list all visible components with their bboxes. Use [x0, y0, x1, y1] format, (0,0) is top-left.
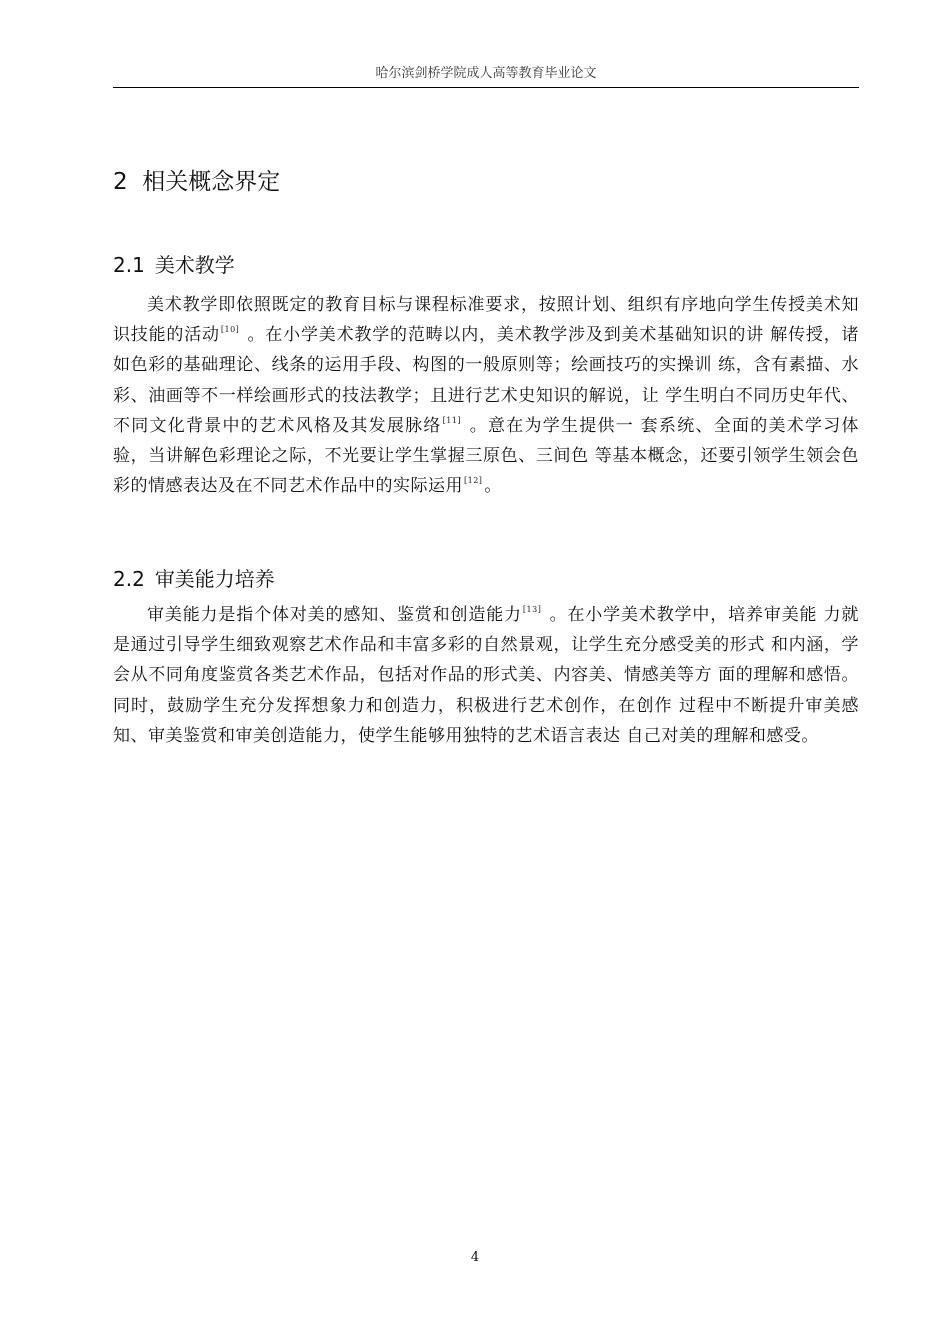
paragraph-text: 。在小学美术教学的范畴以内，美术教学涉及到美术基础知识的讲 解传授，诸如色彩的基础理论、线条的运用手段、构图的一般原则等；绘画技巧的实操训 练，含有素描、水彩、油画等不一样绘画形式的技法教学；且进行艺术史知识的解说，让 学生明白不同历史年代、不同文化背景中的艺术风格及其发展脉络	[113, 325, 860, 436]
chapter-number: 2	[113, 169, 128, 195]
chapter-title-text: 相关概念界定	[142, 169, 281, 195]
citation-10: [10]	[220, 325, 240, 335]
chapter-title	[113, 163, 280, 196]
paragraph-text: 。在小学美术教学中，培养审美能 力就是通过引导学生细致观察艺术作品和丰富多彩的自然景观，让学生充分感受美的形式 和内涵，学会从不同角度鉴赏各类艺术作品，包括对作品的形式美、内容美、情感美等方 面的理解和感悟。同时，鼓励学生充分发挥想象力和创造力，积极进行艺术创作，在创作 过程中不断提升审美感知、审美鉴赏和审美创造能力，使学生能够用独特的艺术语言表达 自己对美的理解和感受。	[113, 605, 860, 746]
section-title-text: 美术教学	[154, 253, 235, 277]
citation-12: [12]	[464, 476, 483, 486]
section-heading-2-2	[113, 563, 275, 592]
paragraph-text: 美术教学即依照既定的教育目标与课程标准要求，按照计划、组织有序地向学生传授美术知识技能的活动	[113, 295, 859, 346]
paragraph-text: 。	[484, 476, 502, 497]
section-number: 2.2	[113, 567, 145, 591]
paragraph-art-teaching	[113, 290, 859, 501]
citation-11: [11]	[442, 415, 462, 425]
header-rule	[113, 87, 859, 88]
page-number: 4	[470, 1250, 480, 1265]
section-number: 2.1	[113, 253, 145, 277]
paragraph-aesthetic-ability	[113, 600, 859, 751]
running-header: 哈尔滨剑桥学院成人高等教育毕业论文	[375, 66, 597, 81]
paragraph-text: 。意在为学生提供一 套系统、全面的美术学习体验，当讲解色彩理论之际，不光要让学生掌握三原色、三间色 等基本概念，还要引领学生领会色彩的情感表达及在不同艺术作品中的实际运用	[113, 415, 859, 497]
citation-13: [13]	[522, 605, 542, 614]
section-title-text: 审美能力培养	[154, 567, 275, 591]
section-heading-2-1	[113, 249, 235, 278]
paragraph-text: 审美能力是指个体对美的感知、鉴赏和创造能力	[147, 605, 522, 625]
